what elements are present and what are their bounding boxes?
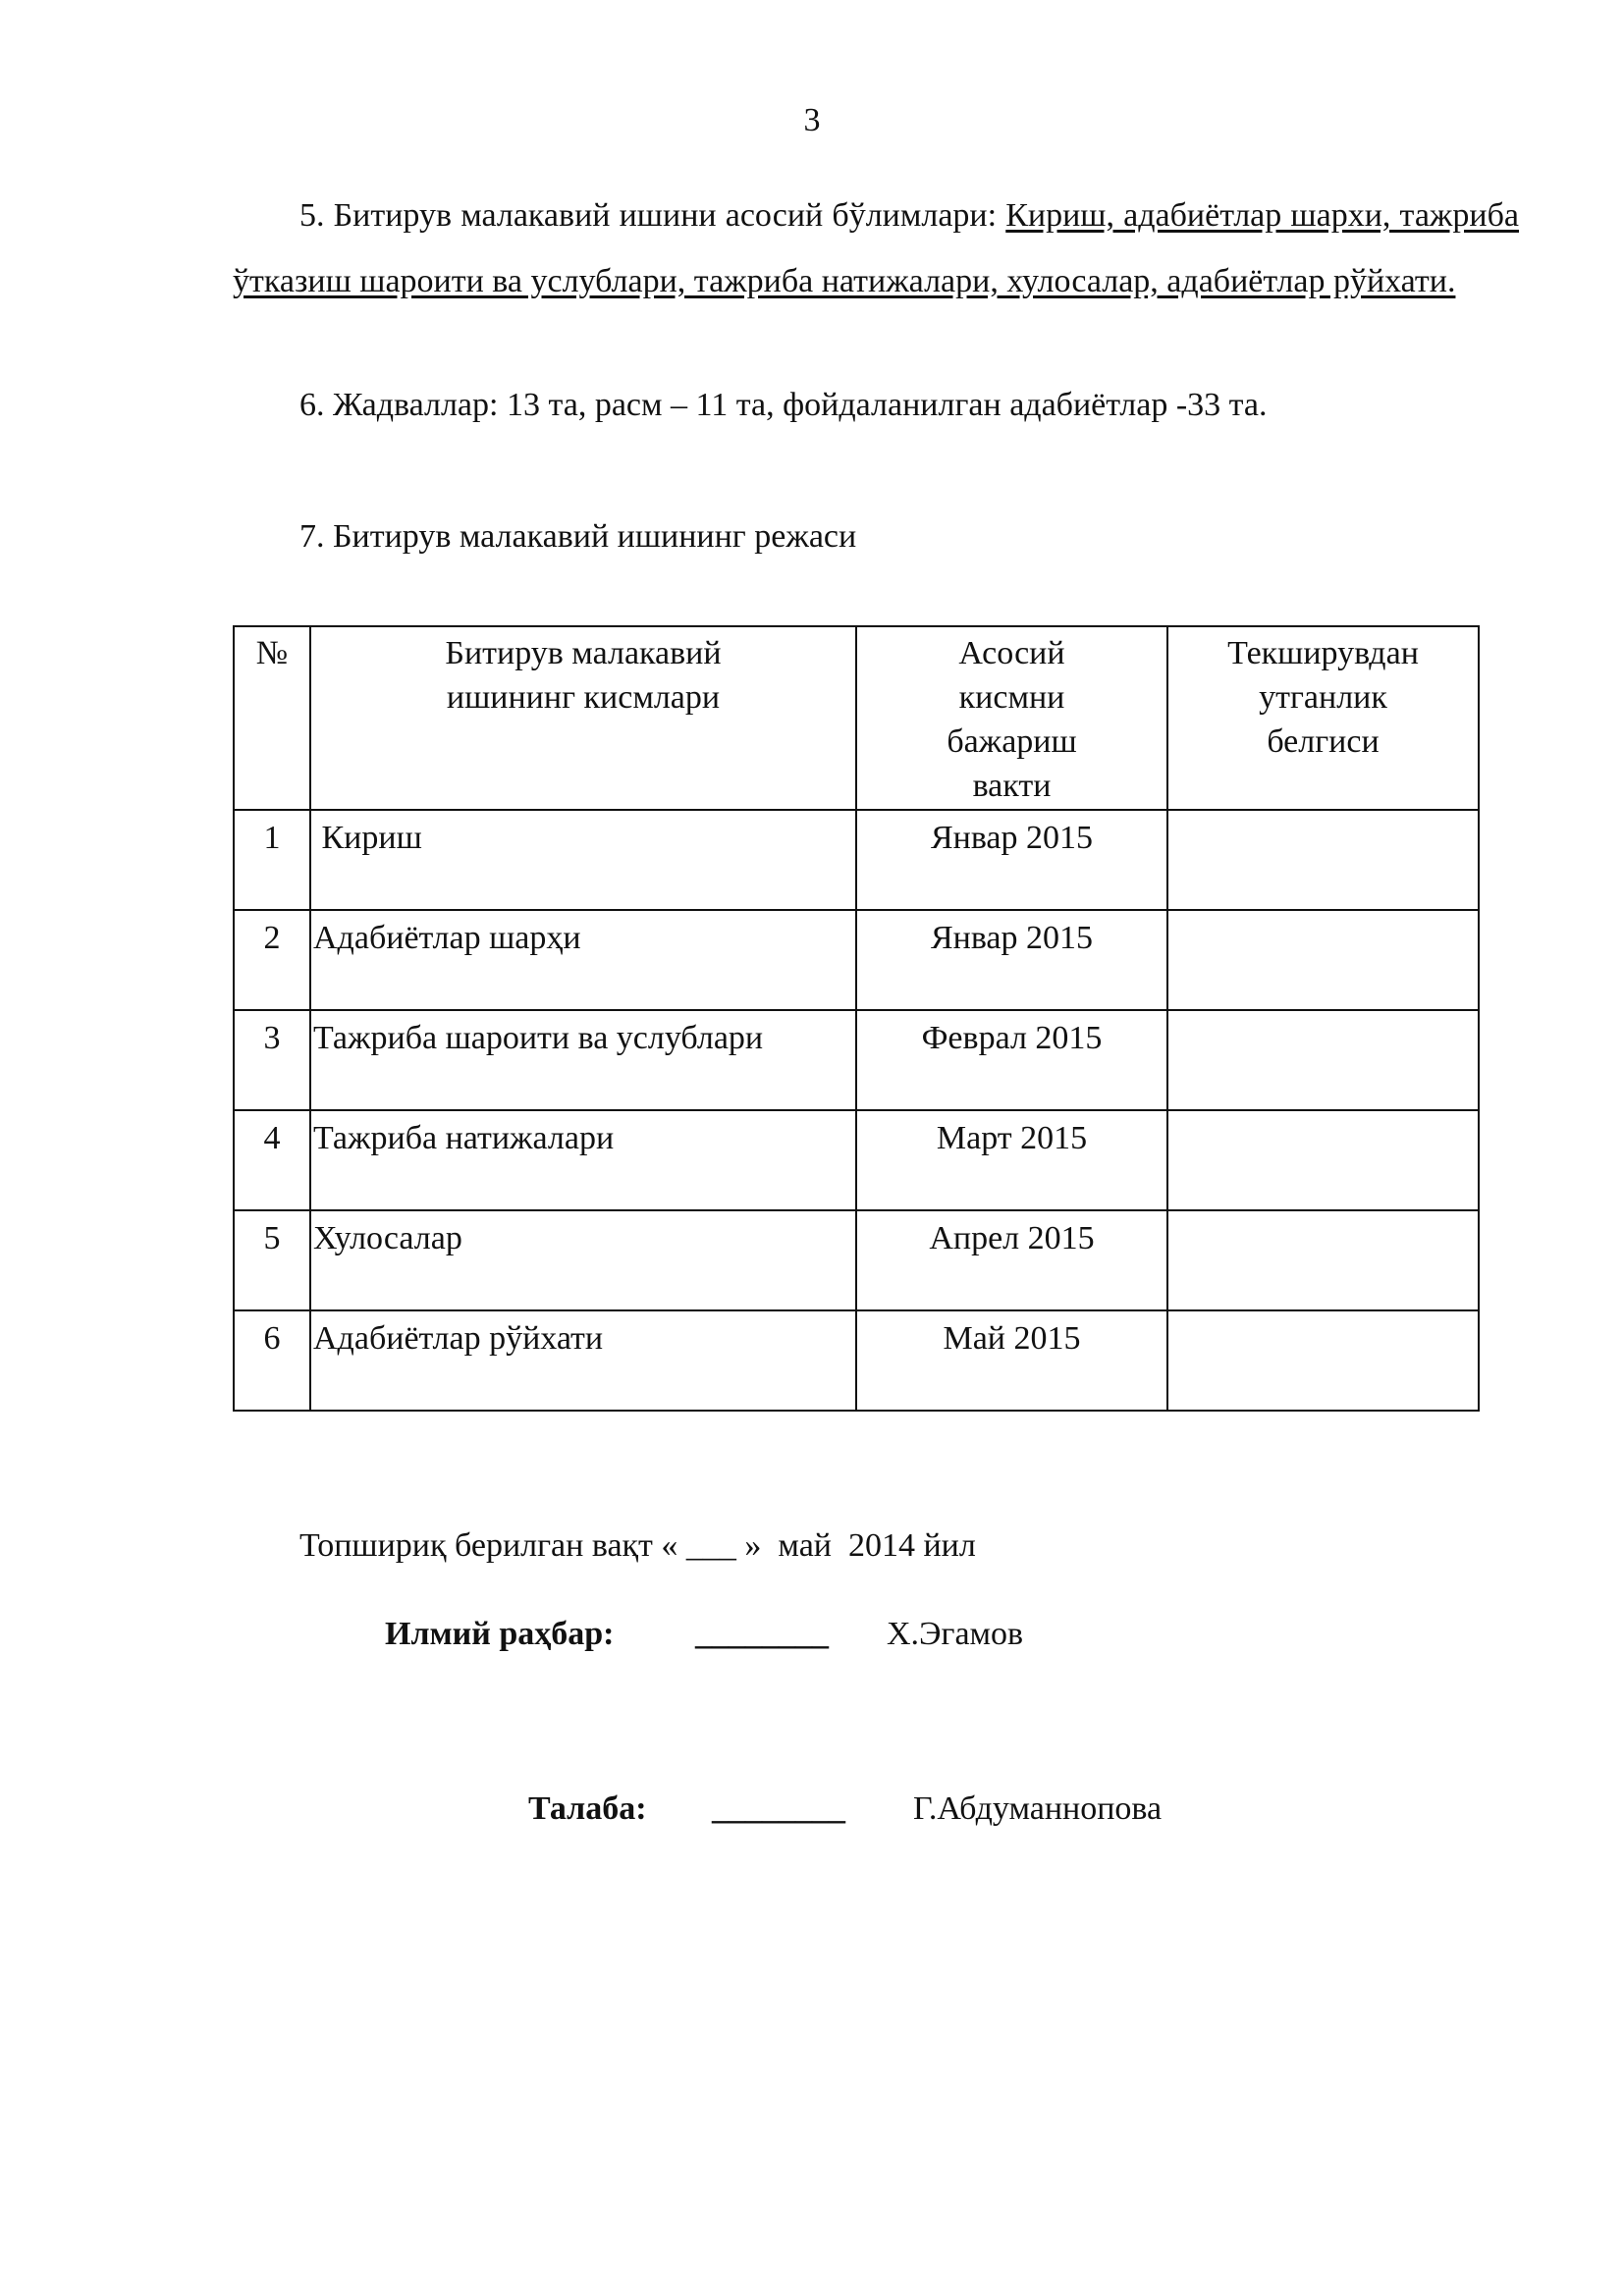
row-section: Кириш (310, 810, 856, 910)
row-number: 3 (234, 1010, 310, 1110)
header-date (856, 626, 1167, 810)
row-number: 2 (234, 910, 310, 1010)
row-date: Январ 2015 (856, 910, 1167, 1010)
student-label: Талаба: (528, 1790, 647, 1827)
header-number: № (234, 626, 310, 810)
header-section (310, 626, 856, 810)
row-mark (1167, 1310, 1479, 1411)
row-date: Феврал 2015 (856, 1010, 1167, 1110)
row-section: Тажриба натижалари (310, 1110, 856, 1210)
table-row (234, 1110, 1479, 1210)
row-date: Январ 2015 (856, 810, 1167, 910)
row-number: 4 (234, 1110, 310, 1210)
row-number: 6 (234, 1310, 310, 1411)
supervisor-label: Илмий раҳбар: (385, 1616, 615, 1652)
student-name: Г.Абдуманнопова (913, 1790, 1163, 1827)
row-section: Хулосалар (310, 1210, 856, 1310)
table-row (234, 1210, 1479, 1310)
table-row (234, 810, 1479, 910)
section-6-line: 6. Жадваллар: 13 та, расм – 11 та, фойдаланилган адабиётлар -33 та. (299, 387, 1268, 423)
row-mark (1167, 910, 1479, 1010)
row-mark (1167, 1210, 1479, 1310)
supervisor-signature-line: ________ (695, 1616, 829, 1652)
row-mark (1167, 810, 1479, 910)
page-number: 3 (803, 102, 821, 138)
row-number: 1 (234, 810, 310, 910)
section-5-lead: 5. Битирув малакавий ишини асосий бўлимлари: (299, 197, 1006, 234)
issue-date-line: Топшириқ берилган вақт « ___ » май 2014 йил (299, 1527, 976, 1564)
row-mark (1167, 1010, 1479, 1110)
supervisor-name: Х.Эгамов (887, 1616, 1024, 1652)
section-7-heading: 7. Битирув малакавий ишининг режаси (299, 518, 857, 555)
section-5-list: Кириш, адабиётлар шархи, тажриба ўтказиш шароити ва услублари, тажриба натижалари, хулосалар, адабиётлар рўйхати. (233, 197, 1519, 299)
table-row (234, 1010, 1479, 1110)
section-5-paragraph (233, 183, 1519, 314)
table-header-row (234, 626, 1479, 810)
table-row (234, 910, 1479, 1010)
header-mark-text: Текширувдан утганлик белгиси (1227, 635, 1419, 760)
row-mark (1167, 1110, 1479, 1210)
row-section: Тажриба шароити ва услублари (310, 1010, 856, 1110)
row-date: Март 2015 (856, 1110, 1167, 1210)
student-signature-line: ________ (712, 1790, 845, 1827)
header-mark (1167, 626, 1479, 810)
table-row (234, 1310, 1479, 1411)
row-number: 5 (234, 1210, 310, 1310)
work-plan-table (233, 625, 1480, 1412)
row-section: Адабиётлар шарҳи (310, 910, 856, 1010)
header-section-text: Битирув малакавий ишининг кисмлари (445, 635, 722, 716)
row-section: Адабиётлар рўйхати (310, 1310, 856, 1411)
header-date-text: Асосий кисмни бажариш вакти (947, 635, 1077, 804)
row-date: Апрел 2015 (856, 1210, 1167, 1310)
row-date: Май 2015 (856, 1310, 1167, 1411)
